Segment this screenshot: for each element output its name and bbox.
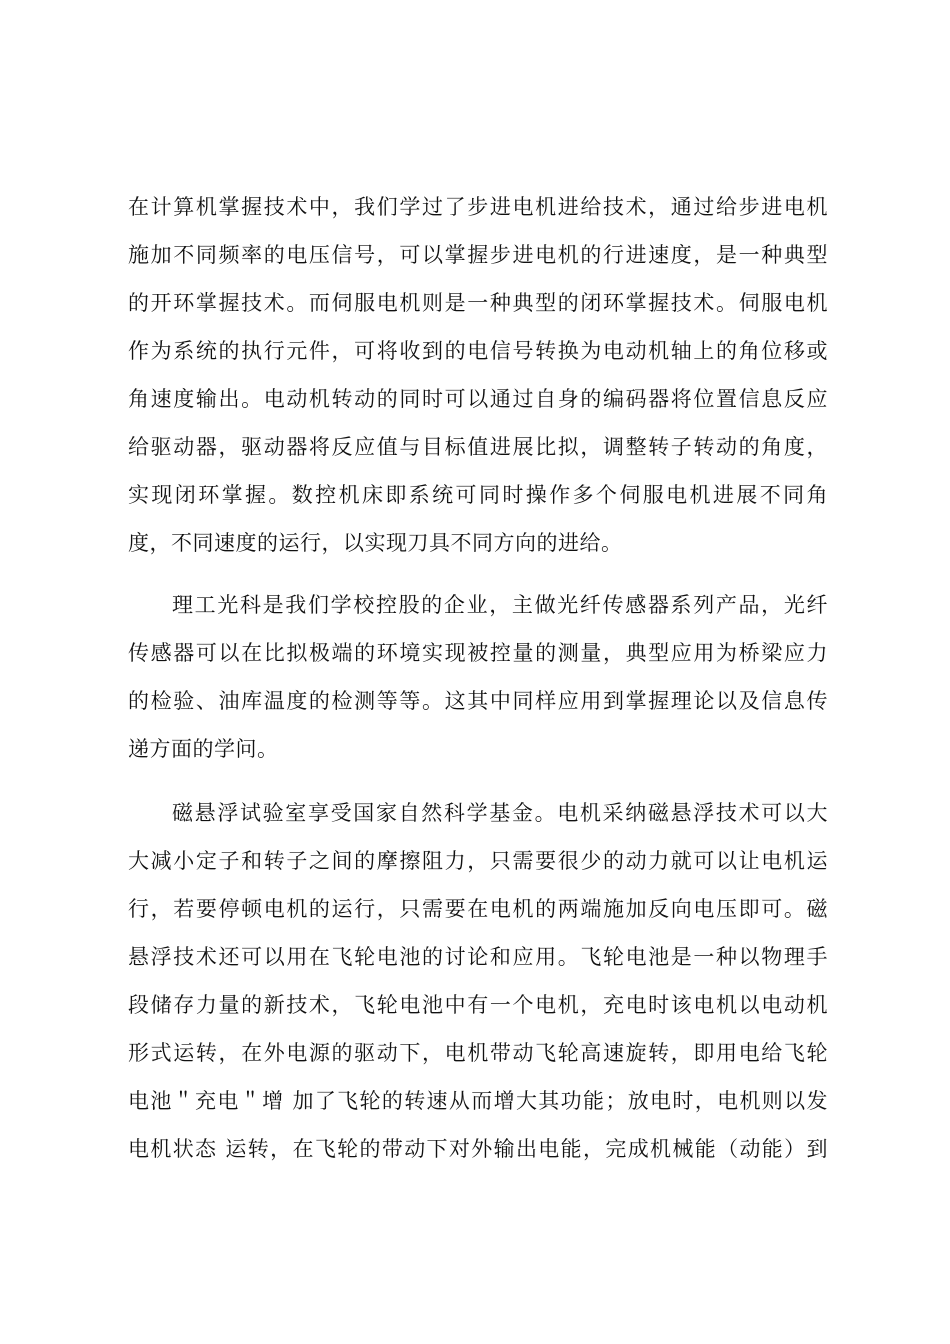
paragraph-2-line-3: 的检验、油库温度的检测等等。这其中同样应用到掌握理论以及信息传 bbox=[128, 689, 828, 713]
paragraph-3-line-6: 形式运转，在外电源的驱动下，电机带动飞轮高速旋转，即用电给飞轮 bbox=[128, 1041, 828, 1065]
paragraph-1-line-1: 在计算机掌握技术中，我们学过了步进电机进给技术，通过给步进电机 bbox=[128, 195, 828, 219]
paragraph-2-line-1: 理工光科是我们学校控股的企业，主做光纤传感器系列产品，光纤 bbox=[172, 593, 828, 617]
paragraph-1-line-5: 角速度输出。电动机转动的同时可以通过自身的编码器将位置信息反应 bbox=[128, 387, 828, 411]
paragraph-1-line-8: 度，不同速度的运行，以实现刀具不同方向的进给。 bbox=[128, 531, 623, 555]
paragraph-1-line-6: 给驱动器，驱动器将反应值与目标值进展比拟，调整转子转动的角度， bbox=[128, 435, 828, 459]
paragraph-2-line-2: 传感器可以在比拟极端的环境实现被控量的测量，典型应用为桥梁应力 bbox=[128, 641, 828, 665]
paragraph-1-line-3: 的开环掌握技术。而伺服电机则是一种典型的闭环掌握技术。伺服电机 bbox=[128, 291, 828, 315]
paragraph-1-line-2: 施加不同频率的电压信号，可以掌握步进电机的行进速度，是一种典型 bbox=[128, 243, 828, 267]
paragraph-3-line-5: 段储存力量的新技术，飞轮电池中有一个电机，充电时该电机以电动机 bbox=[128, 993, 828, 1017]
paragraph-3-line-1: 磁悬浮试验室享受国家自然科学基金。电机采纳磁悬浮技术可以大 bbox=[172, 801, 828, 825]
paragraph-3-line-8: 电机状态 运转，在飞轮的带动下对外输出电能，完成机械能（动能）到 bbox=[128, 1137, 828, 1161]
paragraph-3-line-3: 行，若要停顿电机的运行，只需要在电机的两端施加反向电压即可。磁 bbox=[128, 897, 828, 921]
paragraph-3-line-7: 电池＂充电＂增 加了飞轮的转速从而增大其功能；放电时，电机则以发 bbox=[128, 1089, 828, 1113]
paragraph-1-line-4: 作为系统的执行元件，可将收到的电信号转换为电动机轴上的角位移或 bbox=[128, 339, 828, 363]
paragraph-3-line-4: 悬浮技术还可以用在飞轮电池的讨论和应用。飞轮电池是一种以物理手 bbox=[128, 945, 828, 969]
paragraph-1-line-7: 实现闭环掌握。数控机床即系统可同时操作多个伺服电机进展不同角 bbox=[128, 483, 828, 507]
paragraph-2-line-4: 递方面的学问。 bbox=[128, 737, 279, 761]
paragraph-3-line-2: 大减小定子和转子之间的摩擦阻力，只需要很少的动力就可以让电机运 bbox=[128, 849, 828, 873]
